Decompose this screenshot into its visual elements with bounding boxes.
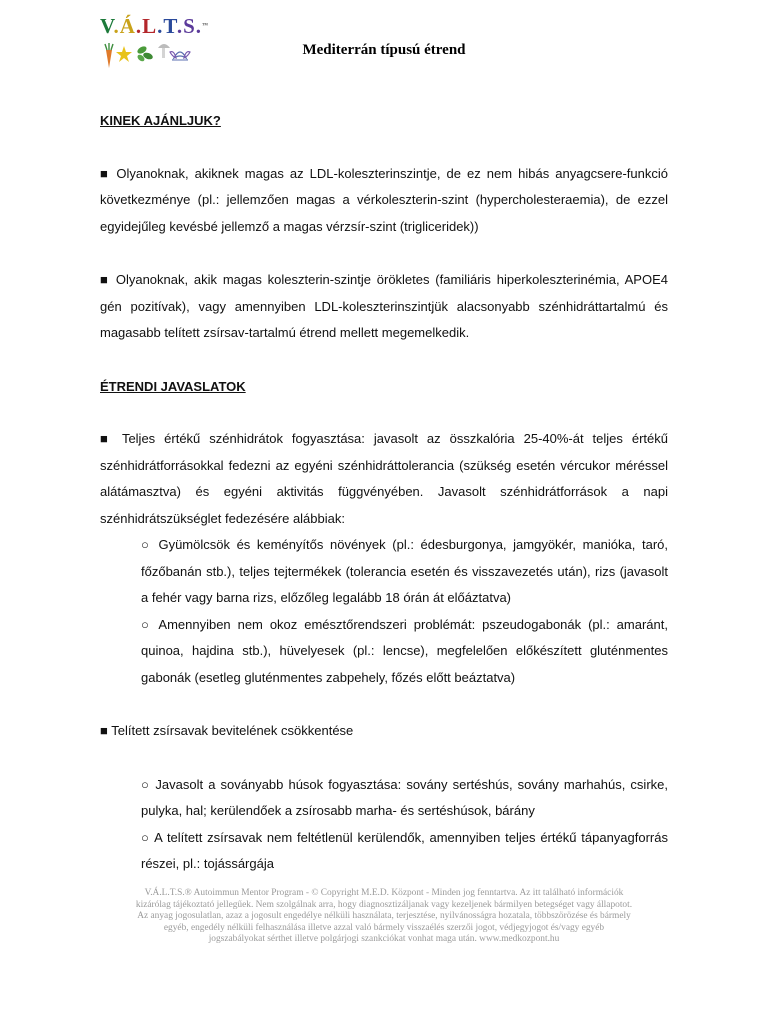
list-item-fruits-starch: ○ Gyümölcsök és keményítős növények (pl.: édesburgonya, jamgyökér, manióka, taró, főzőbanán stb.), teljes tejtermékek (tolerancia esetén és visszavezetés után), rizs (javasolt a fehér vagy barna rizs, előzőleg legalább 18 órán át előáztatva) [141, 537, 668, 605]
paragraph-hereditary: ■ Olyanoknak, akik magas koleszterin-szintje örökletes (familiáris hiperkoleszterinémia, APOE4 gén pozitívak), vagy amennyiben LDL-koleszterinszintjük alacsonyabb szénhidráttartalmú és magasabb telített zsírsav-tartalmú étrend mellett megemelkedik. [100, 272, 668, 340]
paragraph-carbohydrates: ■ Teljes értékű szénhidrátok fogyasztása: javasolt az összkalória 25-40%-át teljes értékű szénhidrátforrásokkal fedezni az egyéni szénhidráttolerancia (szükség esetén vércukor méréssel alátámasztva) és egyéni aktivitás függvényében. Javasolt szénhidrátforrások a napi szénhidrátszükséglet fedezésére alábbiak: [100, 431, 668, 526]
copyright-footer [90, 888, 678, 946]
document-body [100, 108, 668, 878]
list-item-pseudograins: ○ Amennyiben nem okoz emésztőrendszeri problémát: pszeudogabonák (pl.: amaránt, quinoa, hajdina stb.), hüvelyesek (pl.: lencse), megfelelően előkészített gluténmentes gabonák (esetleg gluténmentes zabpehely, főzés előtt beáztatva) [141, 616, 668, 685]
footer-line: egyéb, engedély nélküli felhasználása illetve azzal való bármely visszaélés szerzői jogot, védjegyjogot és/vagy egyéb [163, 922, 605, 933]
section-heading-recommendations: ÉTRENDI JAVASLATOK [100, 378, 246, 394]
footer-line: kizárólag tájékoztató jellegűek. Nem szolgálnak arra, hogy diagnosztizáljanak vagy kezeljenek bármilyen betegséget vagy állapotot. [135, 899, 633, 910]
logo-wordmark: V.Á.L.T.S.™ [100, 14, 209, 38]
footer-line: V.Á.L.T.S.® Autoimmun Mentor Program - © Copyright M.E.D. Központ - Minden jog fenntartva. Az itt található információk [144, 888, 624, 898]
document-title: Mediterrán típusú étrend [302, 42, 466, 58]
paragraph-ldl: ■ Olyanoknak, akiknek magas az LDL-koleszterinszintje, de ez nem hibás anyagcsere-funkció következménye (pl.: jellemzően magas a vérkoleszterin-szint (hypercholesteraemia), de ezzel egyidejűleg kevésbé jellemző a magas vérzsír-szint (trigliceridek)) [100, 165, 668, 234]
section-heading-who: KINEK AJÁNLJUK? [100, 113, 221, 128]
paragraph-saturated-fats: ■ Telített zsírsavak bevitelének csökkentése [100, 723, 354, 738]
footer-line: Az anyag jogosulatlan, azaz a jogosult engedélye nélküli használata, terjesztése, nyilvánosságra hozatala, többszörözése és bármely [137, 911, 631, 922]
footer-line: jogszabályokat sérthet illetve polgárjogi szankciókat vonhat maga után. www.medkozpont.hu [208, 934, 560, 945]
list-item-lean-meats: ○ Javasolt a soványabb húsok fogyasztása: sovány sertéshús, sovány marhahús, csirke, pulyka, hal; kerülendőek a zsírosabb marha- és sertéshúsok, bárány [141, 776, 668, 818]
list-item-egg-yolk: ○ A telített zsírsavak nem feltétlenül kerülendők, amennyiben teljes értékű tápanyagforrás részei, pl.: tojássárgája [141, 829, 668, 871]
